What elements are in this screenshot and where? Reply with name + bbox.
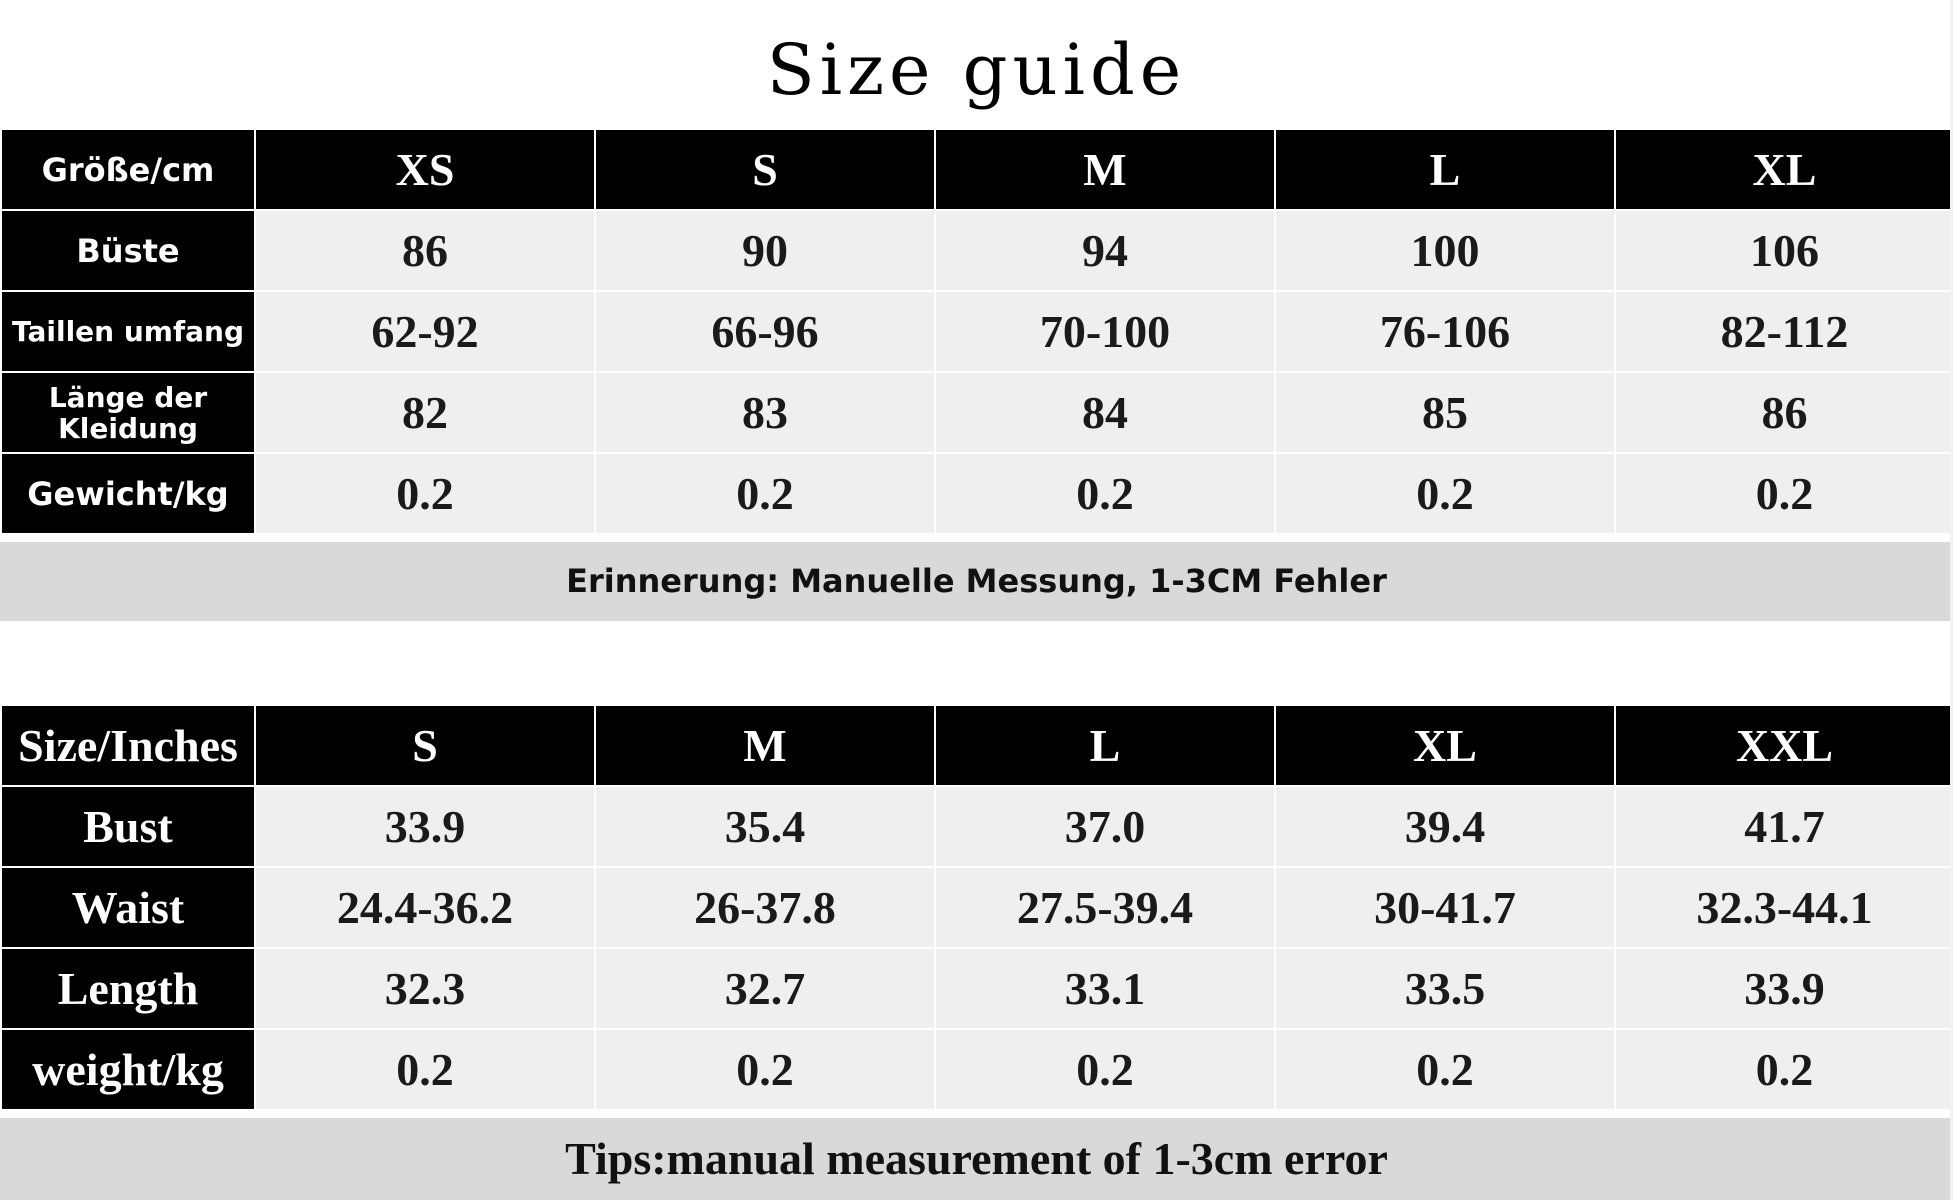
table-cell: 39.4	[1275, 786, 1615, 867]
table-cell: 76-106	[1275, 291, 1615, 372]
table-cell: 100	[1275, 210, 1615, 291]
table-cell: 27.5-39.4	[935, 867, 1275, 948]
table-cell: 106	[1615, 210, 1953, 291]
table-cell: 83	[595, 372, 935, 453]
table-row	[1, 948, 1953, 1029]
table-cell: 0.2	[1275, 1029, 1615, 1110]
size-header-cell: L	[935, 705, 1275, 786]
size-header-cell: S	[595, 129, 935, 210]
table-cell: 0.2	[1615, 1029, 1953, 1110]
row-label: weight/kg	[1, 1029, 255, 1110]
size-header-cell: S	[255, 705, 595, 786]
table-cell: 0.2	[255, 453, 595, 534]
table-cell: 82	[255, 372, 595, 453]
table-cell: 41.7	[1615, 786, 1953, 867]
table-cell: 0.2	[1615, 453, 1953, 534]
table-cell: 90	[595, 210, 935, 291]
table-row	[1, 291, 1953, 372]
row-label: Waist	[1, 867, 255, 948]
size-header-cell: XS	[255, 129, 595, 210]
size-header-cell: XL	[1615, 129, 1953, 210]
table-row	[1, 453, 1953, 534]
table-cell: 32.7	[595, 948, 935, 1029]
table-row	[1, 1029, 1953, 1110]
table-cell: 32.3	[255, 948, 595, 1029]
table-cell: 70-100	[935, 291, 1275, 372]
row-label: Büste	[1, 210, 255, 291]
page-title: Size guide	[766, 29, 1187, 111]
size-header-cell: M	[595, 705, 935, 786]
table-cell: 30-41.7	[1275, 867, 1615, 948]
table-cell: 82-112	[1615, 291, 1953, 372]
size-header-cell: M	[935, 129, 1275, 210]
table-row	[1, 372, 1953, 453]
table-cell: 33.9	[255, 786, 595, 867]
header-label-cell: Größe/cm	[1, 129, 255, 210]
table-cell: 84	[935, 372, 1275, 453]
table-cell: 62-92	[255, 291, 595, 372]
row-label: Taillen umfang	[1, 291, 255, 372]
size-header-cell: XXL	[1615, 705, 1953, 786]
row-label: Bust	[1, 786, 255, 867]
row-label: Länge der Kleidung	[1, 372, 255, 453]
measurement-note-en: Tips:manual measurement of 1-3cm error	[0, 1118, 1953, 1200]
table-cell: 37.0	[935, 786, 1275, 867]
table-cell: 0.2	[935, 453, 1275, 534]
table-cell: 0.2	[935, 1029, 1275, 1110]
table-cell: 0.2	[595, 453, 935, 534]
measurement-note-de: Erinnerung: Manuelle Messung, 1-3CM Fehler	[0, 542, 1953, 621]
table-cell: 66-96	[595, 291, 935, 372]
row-label: Length	[1, 948, 255, 1029]
table-cell: 86	[1615, 372, 1953, 453]
table-row	[1, 210, 1953, 291]
table-cell: 86	[255, 210, 595, 291]
size-header-cell: L	[1275, 129, 1615, 210]
header-label-cell: Size/Inches	[1, 705, 255, 786]
table-cell: 35.4	[595, 786, 935, 867]
table-header-row	[1, 705, 1953, 786]
table-cell: 0.2	[255, 1029, 595, 1110]
row-label: Gewicht/kg	[1, 453, 255, 534]
size-table-cm	[0, 128, 1953, 535]
table-cell: 33.9	[1615, 948, 1953, 1029]
table-cell: 33.5	[1275, 948, 1615, 1029]
table-cell: 26-37.8	[595, 867, 935, 948]
table-cell: 0.2	[595, 1029, 935, 1110]
table-cell: 85	[1275, 372, 1615, 453]
table-cell: 24.4-36.2	[255, 867, 595, 948]
table-header-row	[1, 129, 1953, 210]
table-cell: 94	[935, 210, 1275, 291]
table-row	[1, 867, 1953, 948]
size-header-cell: XL	[1275, 705, 1615, 786]
size-table-inches	[0, 704, 1953, 1111]
table-cell: 33.1	[935, 948, 1275, 1029]
table-cell: 32.3-44.1	[1615, 867, 1953, 948]
table-cell: 0.2	[1275, 453, 1615, 534]
table-row	[1, 786, 1953, 867]
